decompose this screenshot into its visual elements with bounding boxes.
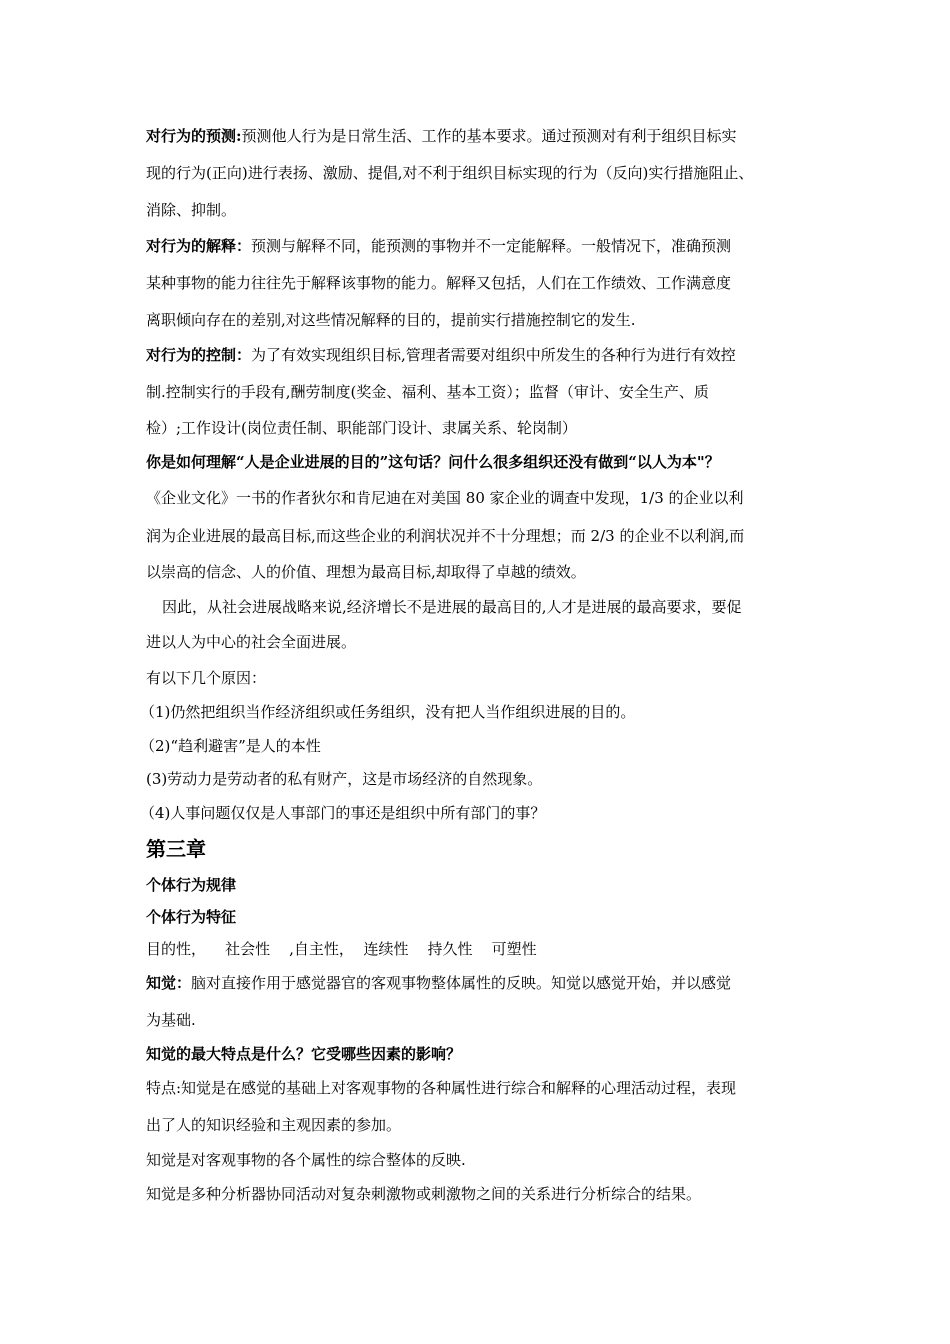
explanation-line-3: 离职倾向存在的差别,对这些情况解释的目的，提前实行措施控制它的发生.	[146, 311, 636, 329]
feature-line-3: 知觉是对客观事物的各个属性的综合整体的反映.	[146, 1151, 466, 1169]
control-line-1	[146, 345, 736, 365]
prediction-line-3: 消除、抑制。	[146, 201, 237, 219]
question-1-title: 你是如何理解“人是企业进展的目的”这句话？问什么很多组织还没有做到“以人为本"？	[146, 453, 720, 471]
perception-line-2: 为基础.	[146, 1011, 196, 1029]
perception-text-1: 脑对直接作用于感觉器官的客观事物整体属性的反映。知觉以感觉开始，并以感觉	[191, 974, 732, 992]
explanation-text-1: 预测与解释不同，能预测的事物并不一定能解释。一般情况下，准确预测	[251, 237, 732, 255]
prediction-line-2: 现的行为(正向)进行表扬、激励、提倡,对不利于组织目标实现的行为（反向)实行措施阻止、	[146, 164, 754, 182]
explanation-line-1	[146, 236, 731, 256]
q1-reasons-intro: 有以下几个原因：	[146, 669, 267, 687]
explanation-label: 对行为的解释：	[146, 237, 252, 255]
chapter-subheading-1: 个体行为规律	[146, 876, 237, 894]
prediction-text-1: 预测他人行为是日常生活、工作的基本要求。通过预测对有利于组织目标实	[241, 127, 737, 145]
feature-line-2: 出了人的知识经验和主观因素的参加。	[146, 1116, 402, 1134]
chapter-subheading-2: 个体行为特征	[146, 908, 237, 926]
control-line-2: 制.控制实行的手段有,酬劳制度(奖金、福利、基本工资）；监督（审计、安全生产、质	[146, 383, 709, 401]
perception-label: 知觉：	[146, 974, 192, 992]
question-2-title: 知觉的最大特点是什么？它受哪些因素的影响？	[146, 1045, 462, 1063]
control-line-3: 检）;工作设计(岗位责任制、职能部门设计、隶属关系、轮岗制）	[146, 419, 577, 437]
feature-line-1: 特点:知觉是在感觉的基础上对客观事物的各种属性进行综合和解释的心理活动过程，表现	[146, 1079, 737, 1097]
control-text-1: 为了有效实现组织目标,管理者需要对组织中所发生的各种行为进行有效控	[251, 346, 736, 364]
q1-para1-line-1: 《企业文化》一书的作者狄尔和肯尼迪在对美国 80 家企业的调查中发现，1/3 的企业以利	[146, 489, 744, 507]
perception-line-1	[146, 973, 731, 993]
chapter-heading: 第三章	[146, 837, 206, 861]
q1-para2-line-2: 进以人为中心的社会全面进展。	[146, 633, 357, 651]
control-label: 对行为的控制：	[146, 346, 252, 364]
traits-list: 目的性， 社会性 ,自主性， 连续性 持久性 可塑性	[146, 940, 537, 958]
feature-line-4: 知觉是多种分析器协同活动对复杂刺激物或刺激物之间的关系进行分析综合的结果。	[146, 1185, 702, 1203]
q1-para2-line-1: 因此，从社会进展战略来说,经济增长不是进展的最高目的,人才是进展的最高要求，要促	[162, 598, 742, 616]
q1-reason-4: （4)人事问题仅仅是人事部门的事还是组织中所有部门的事？	[140, 804, 546, 822]
explanation-line-2: 某种事物的能力往往先于解释该事物的能力。解释又包括，人们在工作绩效、工作满意度	[146, 274, 732, 292]
q1-para1-line-2: 润为企业进展的最高目标,而这些企业的利润状况并不十分理想；而 2/3 的企业不以利润,而	[146, 527, 745, 545]
q1-reason-3: (3)劳动力是劳动者的私有财产，这是市场经济的自然现象。	[146, 770, 543, 788]
prediction-line-1	[146, 126, 737, 146]
q1-reason-1: （1)仍然把组织当作经济组织或任务组织，没有把人当作组织进展的目的。	[140, 703, 636, 721]
prediction-label: 对行为的预测:	[146, 127, 242, 145]
q1-reason-2: （2)“趋利避害”是人的本性	[140, 737, 321, 755]
q1-para1-line-3: 以崇高的信念、人的价值、理想为最高目标,却取得了卓越的绩效。	[146, 563, 586, 581]
